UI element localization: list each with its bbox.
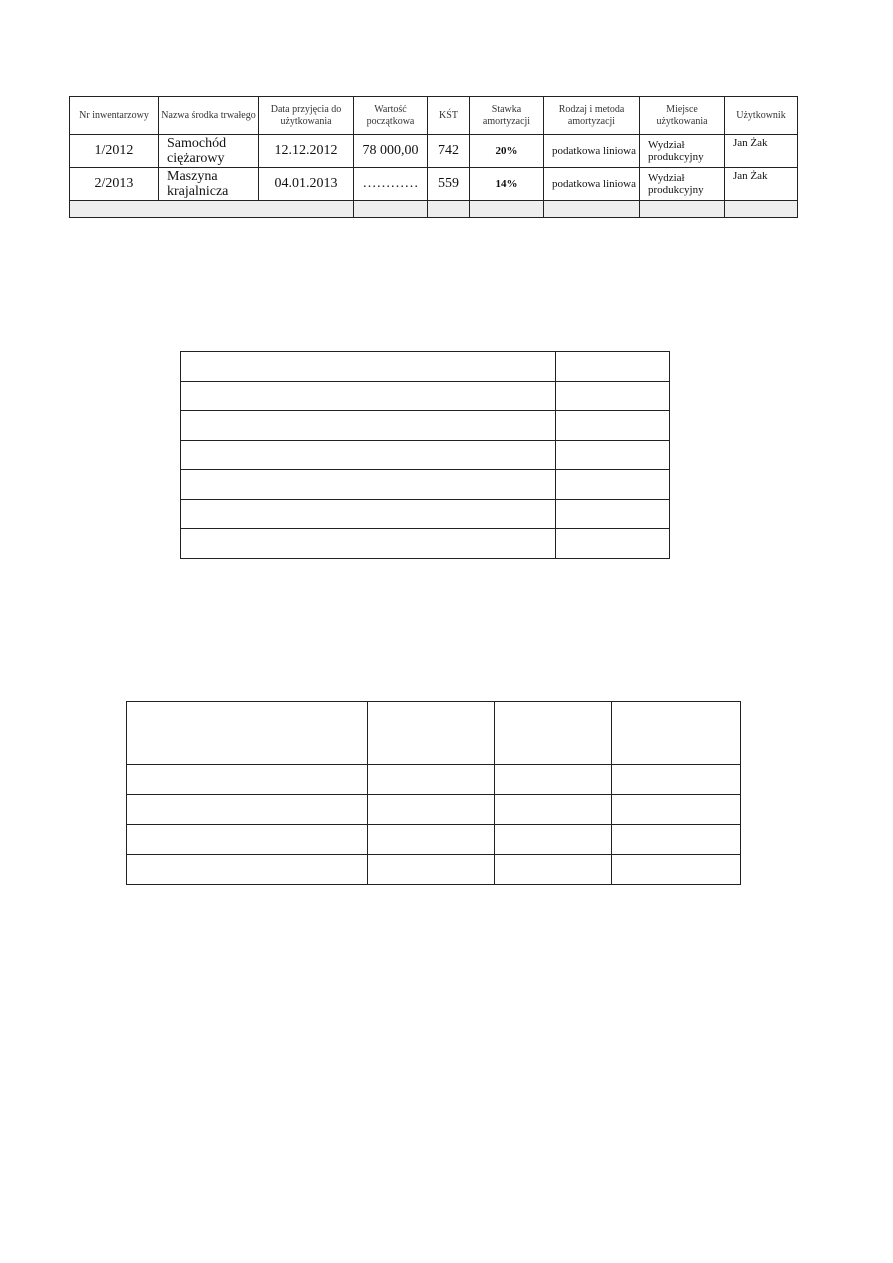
header-place-of-use: Miejsce użytkowania (640, 97, 725, 135)
blank-cell[interactable] (127, 765, 368, 795)
fixed-asset-register-table (69, 96, 798, 218)
cell-place-of-use: Wydział produkcyjny (640, 135, 725, 168)
table-row (181, 499, 670, 529)
cell-depreciation-method: podatkowa liniowa (544, 135, 640, 168)
blank-cell[interactable] (556, 381, 670, 411)
summary-cell-place (640, 201, 725, 218)
blank-cell[interactable] (181, 470, 556, 500)
blank-cell[interactable] (612, 825, 741, 855)
table-header-row (127, 702, 741, 765)
blank-cell[interactable] (181, 352, 556, 382)
cell-user: Jan Żak (725, 135, 798, 168)
header-row (70, 97, 798, 135)
table-row (127, 825, 741, 855)
blank-cell[interactable] (181, 499, 556, 529)
cell-acceptance-date: 04.01.2013 (259, 168, 354, 201)
summary-row (70, 201, 798, 218)
cell-inventory-number: 2/2013 (70, 168, 159, 201)
blank-cell[interactable] (368, 855, 495, 885)
header-asset-name: Nazwa środka trwałego (159, 97, 259, 135)
blank-cell[interactable] (368, 795, 495, 825)
table-row (70, 168, 798, 201)
header-acceptance-date: Data przyjęcia do użytkowania (259, 97, 354, 135)
header-initial-value: Wartość początkowa (354, 97, 428, 135)
table-row (127, 855, 741, 885)
blank-cell[interactable] (495, 825, 612, 855)
table-row (181, 529, 670, 559)
blank-cell[interactable] (368, 765, 495, 795)
blank-cell[interactable] (556, 499, 670, 529)
cell-depreciation-method: podatkowa liniowa (544, 168, 640, 201)
blank-cell[interactable] (368, 702, 495, 765)
blank-cell[interactable] (181, 529, 556, 559)
cell-place-of-use: Wydział produkcyjny (640, 168, 725, 201)
cell-initial-value: 78 000,00 (354, 135, 428, 168)
blank-cell[interactable] (181, 411, 556, 441)
cell-user: Jan Żak (725, 168, 798, 201)
header-kst: KŚT (428, 97, 470, 135)
blank-answer-table-two-column (180, 351, 670, 559)
blank-cell[interactable] (127, 855, 368, 885)
blank-cell[interactable] (612, 702, 741, 765)
cell-kst: 559 (428, 168, 470, 201)
blank-cell[interactable] (612, 765, 741, 795)
table-row (70, 135, 798, 168)
summary-cell-method (544, 201, 640, 218)
cell-inventory-number: 1/2012 (70, 135, 159, 168)
blank-cell[interactable] (127, 702, 368, 765)
blank-cell[interactable] (127, 795, 368, 825)
cell-initial-value: ………… (354, 168, 428, 201)
blank-cell[interactable] (556, 352, 670, 382)
table-row (127, 765, 741, 795)
header-depreciation-rate: Stawka amortyzacji (470, 97, 544, 135)
table-row (181, 352, 670, 382)
cell-acceptance-date: 12.12.2012 (259, 135, 354, 168)
table-row (181, 411, 670, 441)
blank-cell[interactable] (612, 855, 741, 885)
cell-kst: 742 (428, 135, 470, 168)
table-row (181, 440, 670, 470)
summary-cell-user (725, 201, 798, 218)
summary-cell-rate (470, 201, 544, 218)
blank-cell[interactable] (181, 381, 556, 411)
blank-cell[interactable] (612, 795, 741, 825)
table-row (181, 381, 670, 411)
cell-asset-name: Maszyna krajalnicza (159, 168, 259, 201)
header-inventory-number: Nr inwentarzowy (70, 97, 159, 135)
blank-cell[interactable] (495, 795, 612, 825)
blank-cell[interactable] (495, 702, 612, 765)
cell-depreciation-rate: 20% (470, 135, 544, 168)
blank-cell[interactable] (495, 855, 612, 885)
cell-depreciation-rate: 14% (470, 168, 544, 201)
blank-cell[interactable] (556, 529, 670, 559)
summary-cell-label (70, 201, 354, 218)
blank-cell[interactable] (181, 440, 556, 470)
blank-cell[interactable] (495, 765, 612, 795)
summary-cell-kst (428, 201, 470, 218)
summary-cell-value (354, 201, 428, 218)
blank-cell[interactable] (556, 440, 670, 470)
blank-cell[interactable] (368, 825, 495, 855)
cell-asset-name: Samochód ciężarowy (159, 135, 259, 168)
table-row (181, 470, 670, 500)
blank-answer-table-four-column (126, 701, 741, 885)
blank-cell[interactable] (556, 470, 670, 500)
table-row (127, 795, 741, 825)
header-depreciation-method: Rodzaj i metoda amortyzacji (544, 97, 640, 135)
header-user: Użytkownik (725, 97, 798, 135)
blank-cell[interactable] (556, 411, 670, 441)
blank-cell[interactable] (127, 825, 368, 855)
